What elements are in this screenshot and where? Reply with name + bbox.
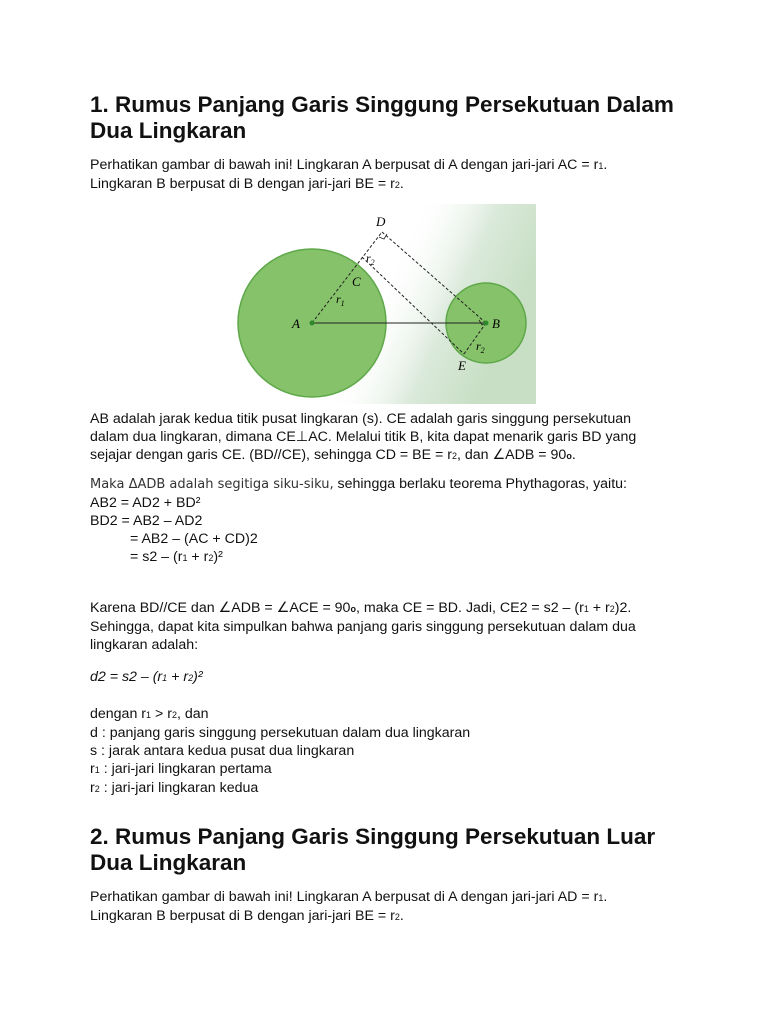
intro2-line1-sub: 1 (598, 893, 604, 903)
formula-block (90, 668, 690, 687)
karena-line1: Karena BD//CE dan ∠ADB = ∠ACE = 90o, maka CE = BD. Jadi, CE2 = s2 – (r1 + r2)2. (90, 600, 632, 616)
intro1-line2-post: . (399, 176, 404, 192)
intro2-line2: Lingkaran B berpusat di B dengan jari-jari BE = r (90, 908, 395, 924)
maka-line: Maka ΔADB adalah segitiga siku-siku, sehingga berlaku teorema Phythagoras, yaitu: (90, 476, 627, 492)
section-1-intro (90, 156, 690, 194)
document-page (90, 92, 690, 936)
explain-line1: AB adalah jarak kedua titik pusat lingkaran (s). CE adalah garis singgung persekutuan (90, 411, 632, 427)
equation-3: = AB2 – (AC + CD)2 (130, 531, 258, 547)
intro2-line2-post: . (399, 908, 404, 924)
intro1-line2: Lingkaran B berpusat di B dengan jari-jari BE = r (90, 176, 395, 192)
label-b: B (492, 316, 500, 331)
section-2-intro (90, 888, 690, 926)
tangent-diagram-svg (236, 204, 536, 404)
label-a: A (292, 316, 300, 331)
label-c: C (352, 274, 361, 289)
pythagoras-block (90, 475, 690, 567)
equation-1: AB2 = AD2 + BD² (90, 495, 201, 511)
equation-4: = s2 – (r1 + r2)² (130, 549, 223, 565)
section-1-explanation (90, 410, 690, 465)
section-2-heading (90, 824, 690, 876)
karena-line3: lingkaran adalah: (90, 637, 199, 653)
definition-r1: r1 : jari-jari lingkaran pertama (90, 761, 272, 777)
section-1-heading (90, 92, 690, 144)
intro1-line1-sub: 1 (598, 161, 604, 171)
karena-line2: Sehingga, dapat kita simpulkan bahwa panjang garis singgung persekutuan dalam dua (90, 619, 636, 635)
explain-line3: sejajar dengan garis CE. (BD//CE), sehingga CD = BE = r2, dan ∠ADB = 90o. (90, 447, 576, 463)
definition-r2: r2 : jari-jari lingkaran kedua (90, 780, 259, 796)
section-2-heading-line1: 2. Rumus Panjang Garis Singgung Persekutuan Luar (90, 824, 656, 849)
intro2-line2-sub: 2 (394, 912, 400, 922)
label-e: E (458, 358, 466, 373)
label-d: D (376, 214, 386, 229)
definition-d: d : panjang garis singgung persekutuan dalam dua lingkaran (90, 725, 471, 741)
section-2-heading-line2: Dua Lingkaran (90, 850, 247, 875)
definition-s: s : jarak antara kedua pusat dua lingkaran (90, 743, 355, 759)
karena-block (90, 599, 690, 654)
tangent-diagram (90, 204, 690, 404)
intro1-line2-sub: 2 (394, 180, 400, 190)
definitions-block (90, 705, 690, 798)
point-b (484, 321, 489, 326)
intro2-line1: Perhatikan gambar di bawah ini! Lingkaran A berpusat di A dengan jari-jari AD = r (90, 889, 599, 905)
section-1-heading-line1: 1. Rumus Panjang Garis Singgung Persekutuan Dalam (90, 92, 674, 117)
label-r2-bottom: $r_2$ (476, 339, 485, 355)
label-r2-top: $r_2$ (366, 251, 375, 267)
section-1-heading-line2: Dua Lingkaran (90, 118, 247, 143)
intro1-line1-post: . (603, 157, 608, 173)
formula-line: d2 = s2 – (r1 + r2)² (90, 669, 203, 685)
point-a (310, 321, 315, 326)
equation-2: BD2 = AB2 – AD2 (90, 513, 203, 529)
intro1-line1: Perhatikan gambar di bawah ini! Lingkaran A berpusat di A dengan jari-jari AC = r (90, 157, 599, 173)
label-r1: $r_1$ (336, 292, 345, 308)
explain-line2: dalam dua lingkaran, dimana CE⊥AC. Melalui titik B, kita dapat menarik garis BD yang (90, 429, 637, 445)
intro2-line1-post: . (603, 889, 608, 905)
dengan-line: dengan r1 > r2, dan (90, 706, 209, 722)
